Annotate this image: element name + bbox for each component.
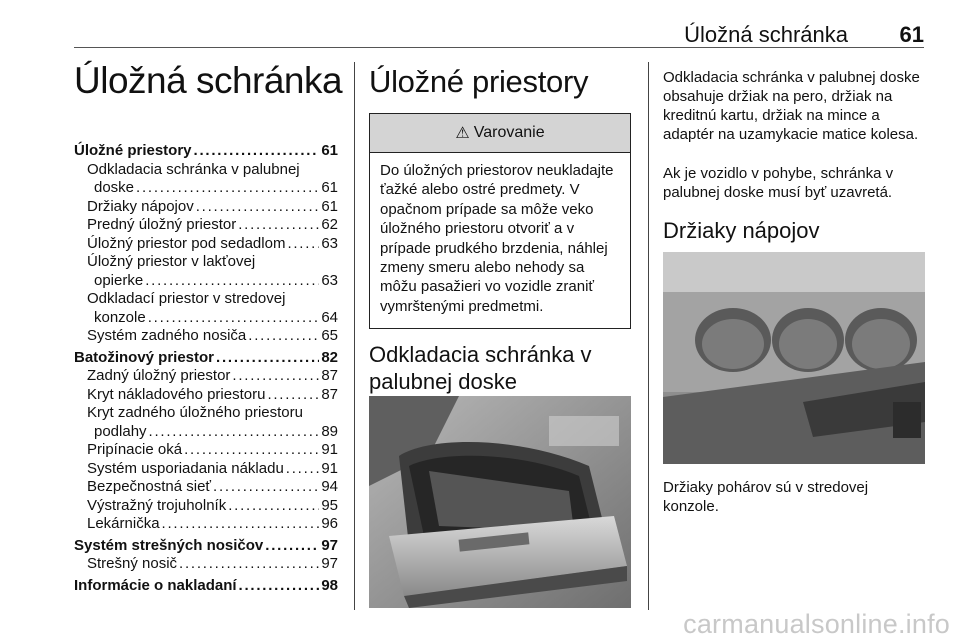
toc-page-number: 87 [321,385,338,403]
toc-entry [74,161,338,180]
subsection-title: Odkladacia schránka v palubnej doske [369,342,592,394]
toc-entry [74,555,338,574]
toc-dot-leader [196,198,320,217]
toc-entry-label: Zadný úložný priestor [87,367,231,384]
toc-section-entry [74,142,338,161]
watermark: carmanualsonline.info [683,609,950,639]
toc-page-number: 89 [321,422,338,440]
warning-triangle-icon: ⚠ [455,125,470,142]
toc-entry-label: Držiaky nápojov [87,197,194,215]
warning-title: Varovanie [473,124,545,141]
toc-page-number: 97 [321,555,338,572]
toc-page-number: 61 [321,179,338,196]
page-number: 61 [899,22,924,47]
toc-dot-leader [194,142,320,161]
toc-page-number: 63 [321,271,338,289]
toc-page-number: 82 [321,348,338,366]
toc-page-number: 97 [321,536,338,554]
toc-entry-label: Systém zadného nosiča [87,327,247,344]
toc-entry-label: Bezpečnostná sieť [87,478,212,495]
toc-entry-label: Úložný priestor pod sedadlom [87,234,286,252]
toc-entry [74,423,338,442]
toc-entry [74,235,338,254]
toc-entry [74,460,338,479]
toc-entry [74,515,338,534]
toc-page-number: 91 [321,459,338,477]
toc-entry [74,179,338,198]
toc-page-number: 65 [321,327,338,344]
cupholder-heading: Držiaky nápojov [663,218,820,243]
header-title: Úložná schránka [684,22,848,47]
header-rule [74,47,924,48]
toc-page-number: 64 [321,308,338,326]
toc-entry [74,367,338,386]
toc-dot-leader [213,478,319,497]
toc-entry-label: Úložné priestory [74,142,192,159]
toc-dot-leader [184,441,319,460]
toc-dot-leader [238,216,319,235]
warning-header [370,114,630,153]
toc-dot-leader [228,497,319,516]
toc-page-number: 63 [321,234,338,252]
warning-box [369,113,631,329]
glovebox-description: Odkladacia schránka v palubnej doske obsahuje držiak na pero, držiak na kreditnú kartu, držiak na mince a adaptér na uzamykacie matice kolesa. [663,69,920,143]
toc-dot-leader [148,309,320,328]
toc-entry-label: Kryt zadného úložného priestoru [87,404,303,421]
toc-dot-leader [248,327,319,346]
toc-entry-label: Kryt nákladového priestoru [87,385,266,403]
toc-entry [74,441,338,460]
toc-dot-leader [162,515,320,534]
toc-entry-label: Systém strešných nosičov [74,536,264,554]
column-divider [648,62,649,610]
toc-entry [74,198,338,217]
toc-entry-label: Batožinový priestor [74,348,215,366]
toc-entry-label: Predný úložný priestor [87,216,237,233]
toc-entry-label: doske [94,179,135,196]
column-divider [354,62,355,610]
toc-entry-label: Odkladacia schránka v palubnej [87,160,300,178]
toc-entry-label: Strešný nosič [87,555,178,572]
toc-entry-label: Odkladací priestor v stredovej [87,290,286,307]
toc-dot-leader [232,367,319,386]
glovebox-warning-note: Ak je vozidlo v pohybe, schránka v palubnej doske musí byť uzavretá. [663,165,894,201]
toc-entry [74,327,338,346]
toc-dot-leader [267,386,319,405]
toc-entry-label: opierke [94,271,144,289]
toc-section-entry [74,349,338,368]
toc-entry-label: Informácie o nakladaní [74,576,237,594]
toc-dot-leader [286,460,320,479]
toc-page-number: 62 [321,216,338,233]
glovebox-photo [369,396,631,608]
toc-page-number: 91 [321,441,338,458]
toc-entry-label: Systém usporiadania nákladu [87,459,284,477]
toc-entry [74,404,338,423]
toc-dot-leader [145,272,319,291]
toc-page-number: 61 [321,142,338,159]
toc-entry-label: Výstražný trojuholník [87,496,227,514]
toc-entry-label: Úložný priestor v lakťovej [87,253,256,270]
cupholder-photo [663,252,925,464]
toc-entry-label: Pripínacie oká [87,441,183,458]
toc-entry [74,478,338,497]
toc-section-entry [74,537,338,556]
chapter-title: Úložná schránka [74,60,343,101]
toc-page-number: 87 [321,367,338,384]
toc-entry [74,253,338,272]
toc-dot-leader [239,577,320,596]
toc-entry-label: Lekárnička [87,515,160,532]
toc-section-entry [74,577,338,596]
table-of-contents [74,142,338,595]
toc-entry [74,497,338,516]
section-title: Úložné priestory [369,64,589,99]
warning-text: Do úložných priestorov neukladajte ťažké alebo ostré predmety. V opačnom prípade sa môže veko úložného priestoru otvoriť a v prípade prudkého brzdenia, náhlej zmeny smeru alebo nehody sa môžu pasažieri vo vozidle zraniť vymrštenými predmetmi. [380,162,614,315]
toc-entry [74,216,338,235]
toc-entry-label: konzole [94,308,146,326]
toc-entry [74,290,338,309]
toc-entry [74,272,338,291]
cupholder-caption: Držiaky pohárov sú v stredovej konzole. [663,479,869,515]
toc-entry [74,386,338,405]
toc-dot-leader [287,235,319,254]
toc-page-number: 94 [321,478,338,495]
toc-page-number: 98 [321,576,338,594]
toc-page-number: 96 [321,515,338,532]
toc-entry-label: podlahy [94,422,147,440]
toc-page-number: 61 [321,197,338,215]
toc-entry [74,309,338,328]
toc-dot-leader [149,423,320,442]
toc-dot-leader [179,555,319,574]
toc-dot-leader [216,349,319,368]
toc-page-number: 95 [321,496,338,514]
toc-dot-leader [136,179,319,198]
toc-dot-leader [265,537,319,556]
